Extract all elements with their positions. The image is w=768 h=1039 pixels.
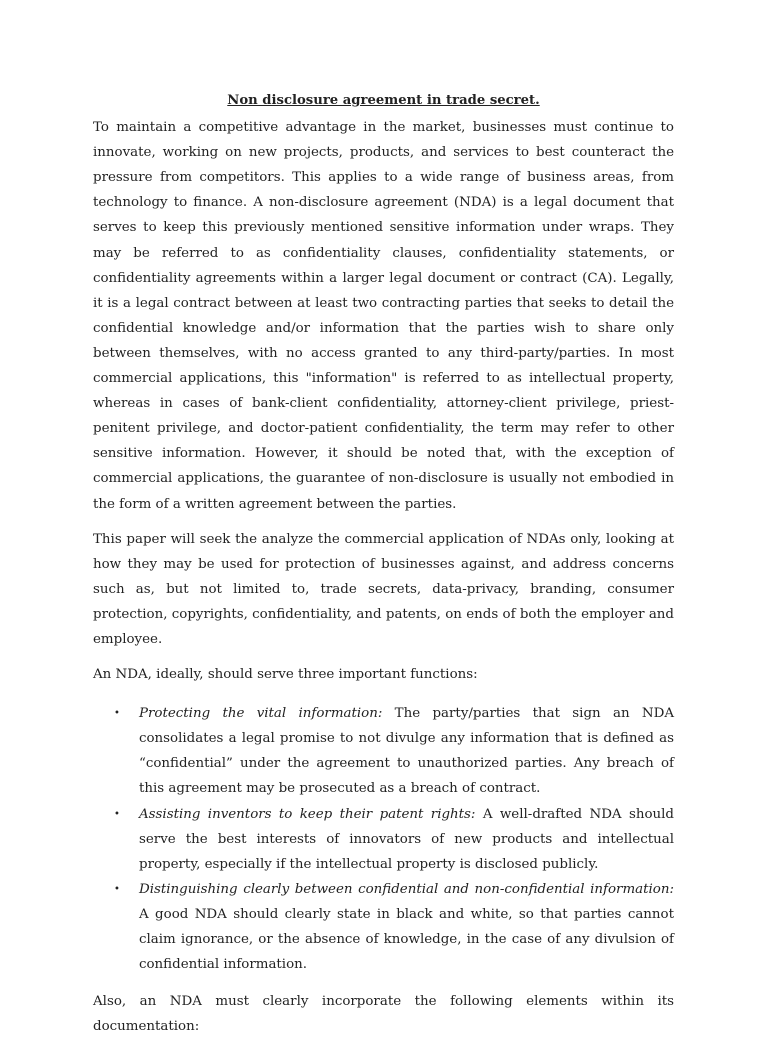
bullet-icon: • [114,808,120,820]
functions-list [93,701,674,977]
intro-paragraph: To maintain a competitive advantage in the market, businesses must continue to innovate, working on new projects, products, and services to best counteract the pressure from competitors. This applies to a wide range of business areas, from technology to finance. A non-disclosure agreement (NDA) is a legal document that serves to keep this previously mentioned sensitive information under wraps. They may be referred to as confidentiality clauses, confidentiality statements, or confidentiality agreements within a larger legal document or contract (CA). Legally, it is a legal contract between at least two contracting parties that seeks to detail the confidential knowledge and/or information that the parties wish to share only between themselves, with no access granted to any third-party/parties. In most commercial applications, this "information" is referred to as intellectual property, whereas in cases of bank-client confidentiality, attorney-client privilege, priest-penitent privilege, and doctor-patient confidentiality, the term may refer to other sensitive information. However, it should be noted that, with the exception of commercial applications, the guarantee of non-disclosure is usually not embodied in the form of a written agreement between the parties. [93,120,674,512]
list-item-lead: Assisting inventors to keep their patent rights: [139,806,476,822]
list-item [93,877,674,977]
scope-paragraph: This paper will seek the analyze the commercial application of NDAs only, looking at how they may be used for protection of businesses against, and address concerns such as, but not limited to, trade secrets, data-privacy, branding, consumer protection, copyrights, confidentiality, and patents, on ends of both the employer and employee. [93,531,674,647]
bullet-icon: • [114,708,120,720]
document-title: Non disclosure agreement in trade secret. [227,93,540,108]
elements-intro-paragraph: Also, an NDA must clearly incorporate the following elements within its documentation: [93,994,674,1035]
list-item-text: A good NDA should clearly state in black and white, so that parties cannot claim ignorance, or the absence of knowledge, in the case of any divulsion of confidential information. [139,906,674,973]
list-item-lead: Distinguishing clearly between confidential and non-confidential information: [139,881,674,897]
functions-intro-paragraph: An NDA, ideally, should serve three important functions: [93,667,478,683]
bullet-icon: • [114,883,120,895]
list-item [93,701,674,801]
list-item-text: A well-drafted NDA should serve the best interests of innovators of new products and intellectual property, especially if the intellectual property is disclosed publicly. [139,806,675,872]
list-item-lead: Protecting the vital information: [139,706,383,722]
list-item [93,802,674,877]
list-item-text: The party/parties that sign an NDA consolidates a legal promise to not divulge any information that is defined as “confidential” under the agreement to unauthorized parties. Any breach of this agreement may be prosecuted as a breach of contract. [139,706,674,797]
